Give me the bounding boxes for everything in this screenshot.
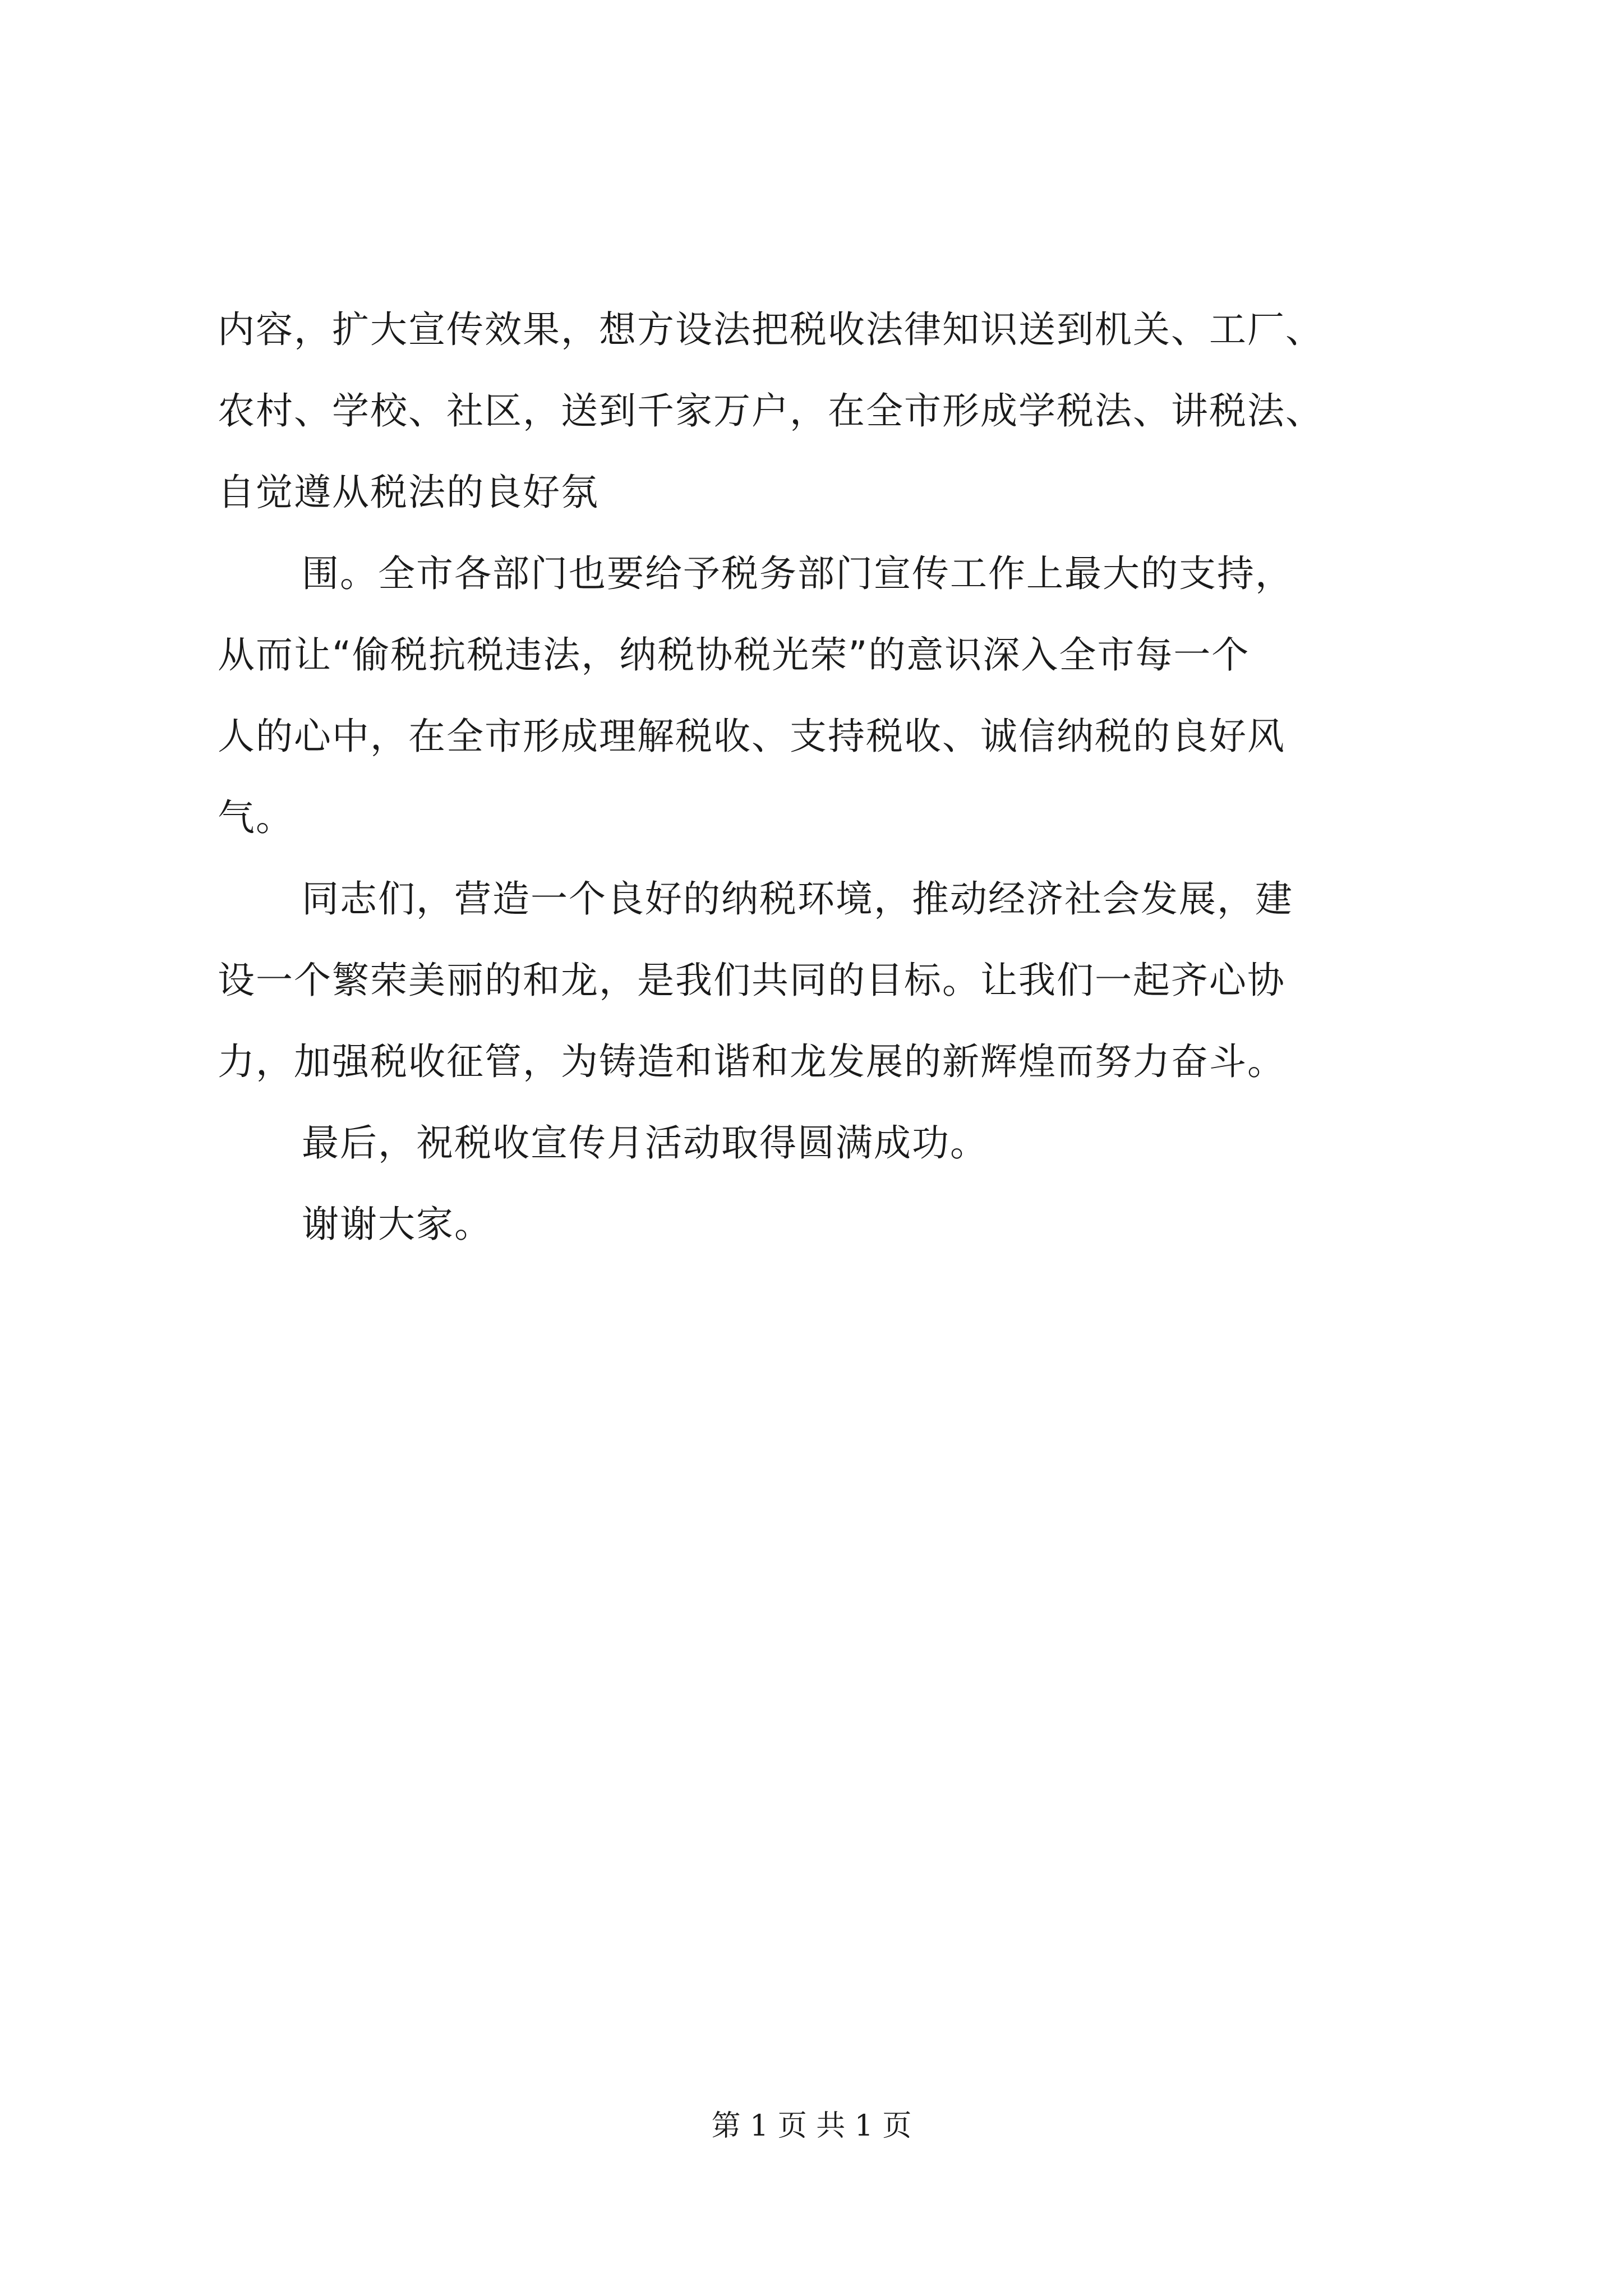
text-line: 自觉遵从税法的良好氛 — [218, 471, 599, 514]
paragraph-start-line: 谢谢大家。 — [302, 1203, 492, 1246]
text-line: 力，加强税收征管，为铸造和谐和龙发展的新辉煌而努力奋斗。 — [218, 1040, 1285, 1083]
document-body — [218, 289, 1429, 1265]
paragraph-start-line: 同志们，营造一个良好的纳税环境，推动经济社会发展，建 — [302, 877, 1293, 921]
text-line: 气。 — [218, 796, 294, 839]
text-line: 农村、学校、社区，送到千家万户，在全市形成学税法、讲税法、 — [218, 389, 1324, 432]
text-line: 人的心中，在全市形成理解税收、支持税收、诚信纳税的良好风 — [218, 715, 1285, 758]
text-line: 从而让“偷税抗税违法，纳税协税光荣”的意识深入全市每一个 — [218, 633, 1250, 677]
paragraph-start-line: 最后，祝税收宣传月活动取得圆满成功。 — [302, 1121, 988, 1165]
paragraph-start-line: 围。全市各部门也要给予税务部门宣传工作上最大的支持， — [302, 552, 1293, 595]
text-line: 设一个繁荣美丽的和龙，是我们共同的目标。让我们一起齐心协 — [218, 959, 1285, 1002]
text-line: 内容，扩大宣传效果，想方设法把税收法律知识送到机关、工厂、 — [218, 308, 1324, 351]
page-number-footer: 第 1 页 共 1 页 — [711, 2109, 912, 2143]
